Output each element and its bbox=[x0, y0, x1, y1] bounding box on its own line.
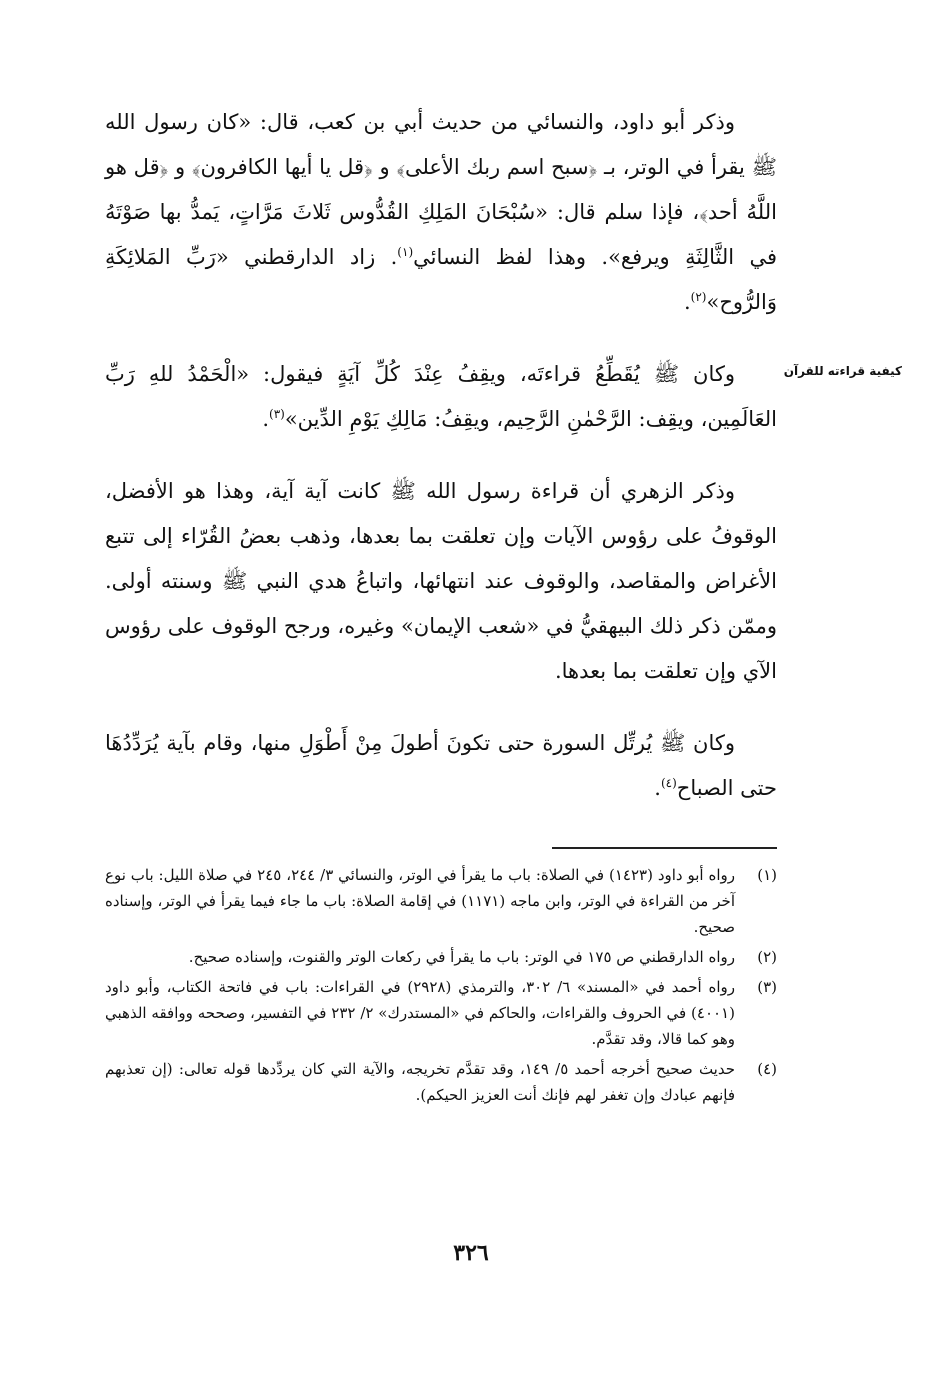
paragraph-text-tail: . زاد الدارقطني «رَبِّ المَلائِكَةِ وَالرُّوح» bbox=[105, 245, 777, 314]
footnote-number: (٣) bbox=[757, 978, 777, 996]
footnote-number: (١) bbox=[757, 866, 777, 884]
footnote-text: حديث صحيح أخرجه أحمد ٥/ ١٤٩، وقد تقدَّم تخريجه، والآية التي كان يردِّدها قوله تعالى: (إن تعذبهم فإنهم عبادك وإن تغفر لهم فإنك أنت العزيز الحيكم). bbox=[105, 1060, 735, 1104]
footnote-text: رواه أحمد في «المسند» ٦/ ٣٠٢، والترمذي (٢٩٢٨) في القراءات: باب في فاتحة الكتاب، وأبو داود (٤٠٠١) في الحروف والقراءات، والحاكم في «المستدرك» ٢/ ٢٣٢ في التفسير، وصححه ووافقه الذهبي وهو كما قالا، وقد تقدَّم. bbox=[105, 978, 735, 1048]
footnote-divider bbox=[552, 847, 777, 849]
paragraph-text: وذكر الزهري أن قراءة رسول الله ﷺ كانت آية آية، وهذا هو الأفضل، الوقوفُ على رؤوس الآيات وإن تعلقت بما بعدها، وذهب بعضُ القُرّاء إلى تتبع الأغراض والمقاصد، والوقوف عند انتهائها، واتباعُ هدي النبي ﷺ وسنته أولى. وممّن ذكر ذلك البيهقيُّ في «شعب الإيمان» وغيره، ورجح الوقوف على رؤوس الآي وإن تعلقت بما بعدها. bbox=[105, 479, 777, 683]
main-text bbox=[105, 100, 777, 838]
footnote-number: (٤) bbox=[757, 1060, 777, 1078]
footnote-4 bbox=[105, 1056, 777, 1108]
paragraph-1 bbox=[105, 100, 777, 325]
footnote-text: رواه الدارقطني ص ١٧٥ في الوتر: باب ما يقرأ في ركعات الوتر والقنوت، وإسناده صحيح. bbox=[188, 948, 735, 966]
footnote-1 bbox=[105, 862, 777, 940]
paragraph-text-tail: . bbox=[654, 776, 661, 800]
footnote-2 bbox=[105, 944, 777, 970]
footnote-text: رواه أبو داود (١٤٢٣) في الصلاة: باب ما يقرأ في الوتر، والنسائي ٣/ ٢٤٤، ٢٤٥ في صلاة الليل: باب نوع آخر من القراءة في الوتر، وابن ماجه (١١٧١) في إقامة الصلاة: باب ما جاء فيما يقرأ في الوتر، وإسناده صحيح. bbox=[105, 866, 736, 936]
footnote-number: (٢) bbox=[757, 948, 777, 966]
paragraph-text: وكان ﷺ يُقَطِّعُ قراءتَه، ويقِفُ عِنْدَ كُلِّ آيَةٍ فيقول: «الْحَمْدُ للهِ رَبِّ العَالَمِين، ويقِف: الرَّحْمٰنِ الرَّحِيم، ويقِفُ: مَالِكِ يَوْمِ الدِّين» bbox=[105, 362, 777, 431]
footnote-ref[interactable]: (٤) bbox=[660, 776, 677, 790]
paragraph-text: وكان ﷺ يُرتِّل السورة حتى تكونَ أطولَ مِنْ أَطْوَلِ منها، وقام بآية يُرَدِّدُهَا حتى الصباح bbox=[105, 731, 777, 800]
paragraph-2 bbox=[105, 352, 777, 442]
footnote-3 bbox=[105, 974, 777, 1052]
footnote-ref[interactable]: (١) bbox=[397, 245, 414, 259]
footnotes bbox=[105, 862, 777, 1112]
footnote-ref[interactable]: (٢) bbox=[690, 290, 707, 304]
paragraph-end: . bbox=[683, 290, 691, 314]
paragraph-text: وذكر أبو داود، والنسائي من حديث أبي بن كعب، قال: «كان رسول الله ﷺ يقرأ في الوتر، بـ ﴿سبح اسم ربك الأعلى﴾ و ﴿قل يا أيها الكافرون﴾ و ﴿قل هو اللَّهُ أحد﴾، فإذا سلم قال: «سُبْحَانَ المَلِكِ القُدُّوس ثَلاثَ مَرَّاتٍ، يَمدُّ بها صَوْتَهُ في الثَّالِثَةِ ويرفع». وهذا لفظ النسائي bbox=[105, 110, 777, 269]
page-number: ٣٢٦ bbox=[453, 1240, 489, 1266]
paragraph-text-tail: . bbox=[262, 407, 269, 431]
margin-heading: كيفية قراءته للقرآن bbox=[783, 364, 902, 378]
paragraph-3 bbox=[105, 469, 777, 694]
paragraph-4 bbox=[105, 721, 777, 811]
footnote-ref[interactable]: (٣) bbox=[269, 407, 285, 421]
